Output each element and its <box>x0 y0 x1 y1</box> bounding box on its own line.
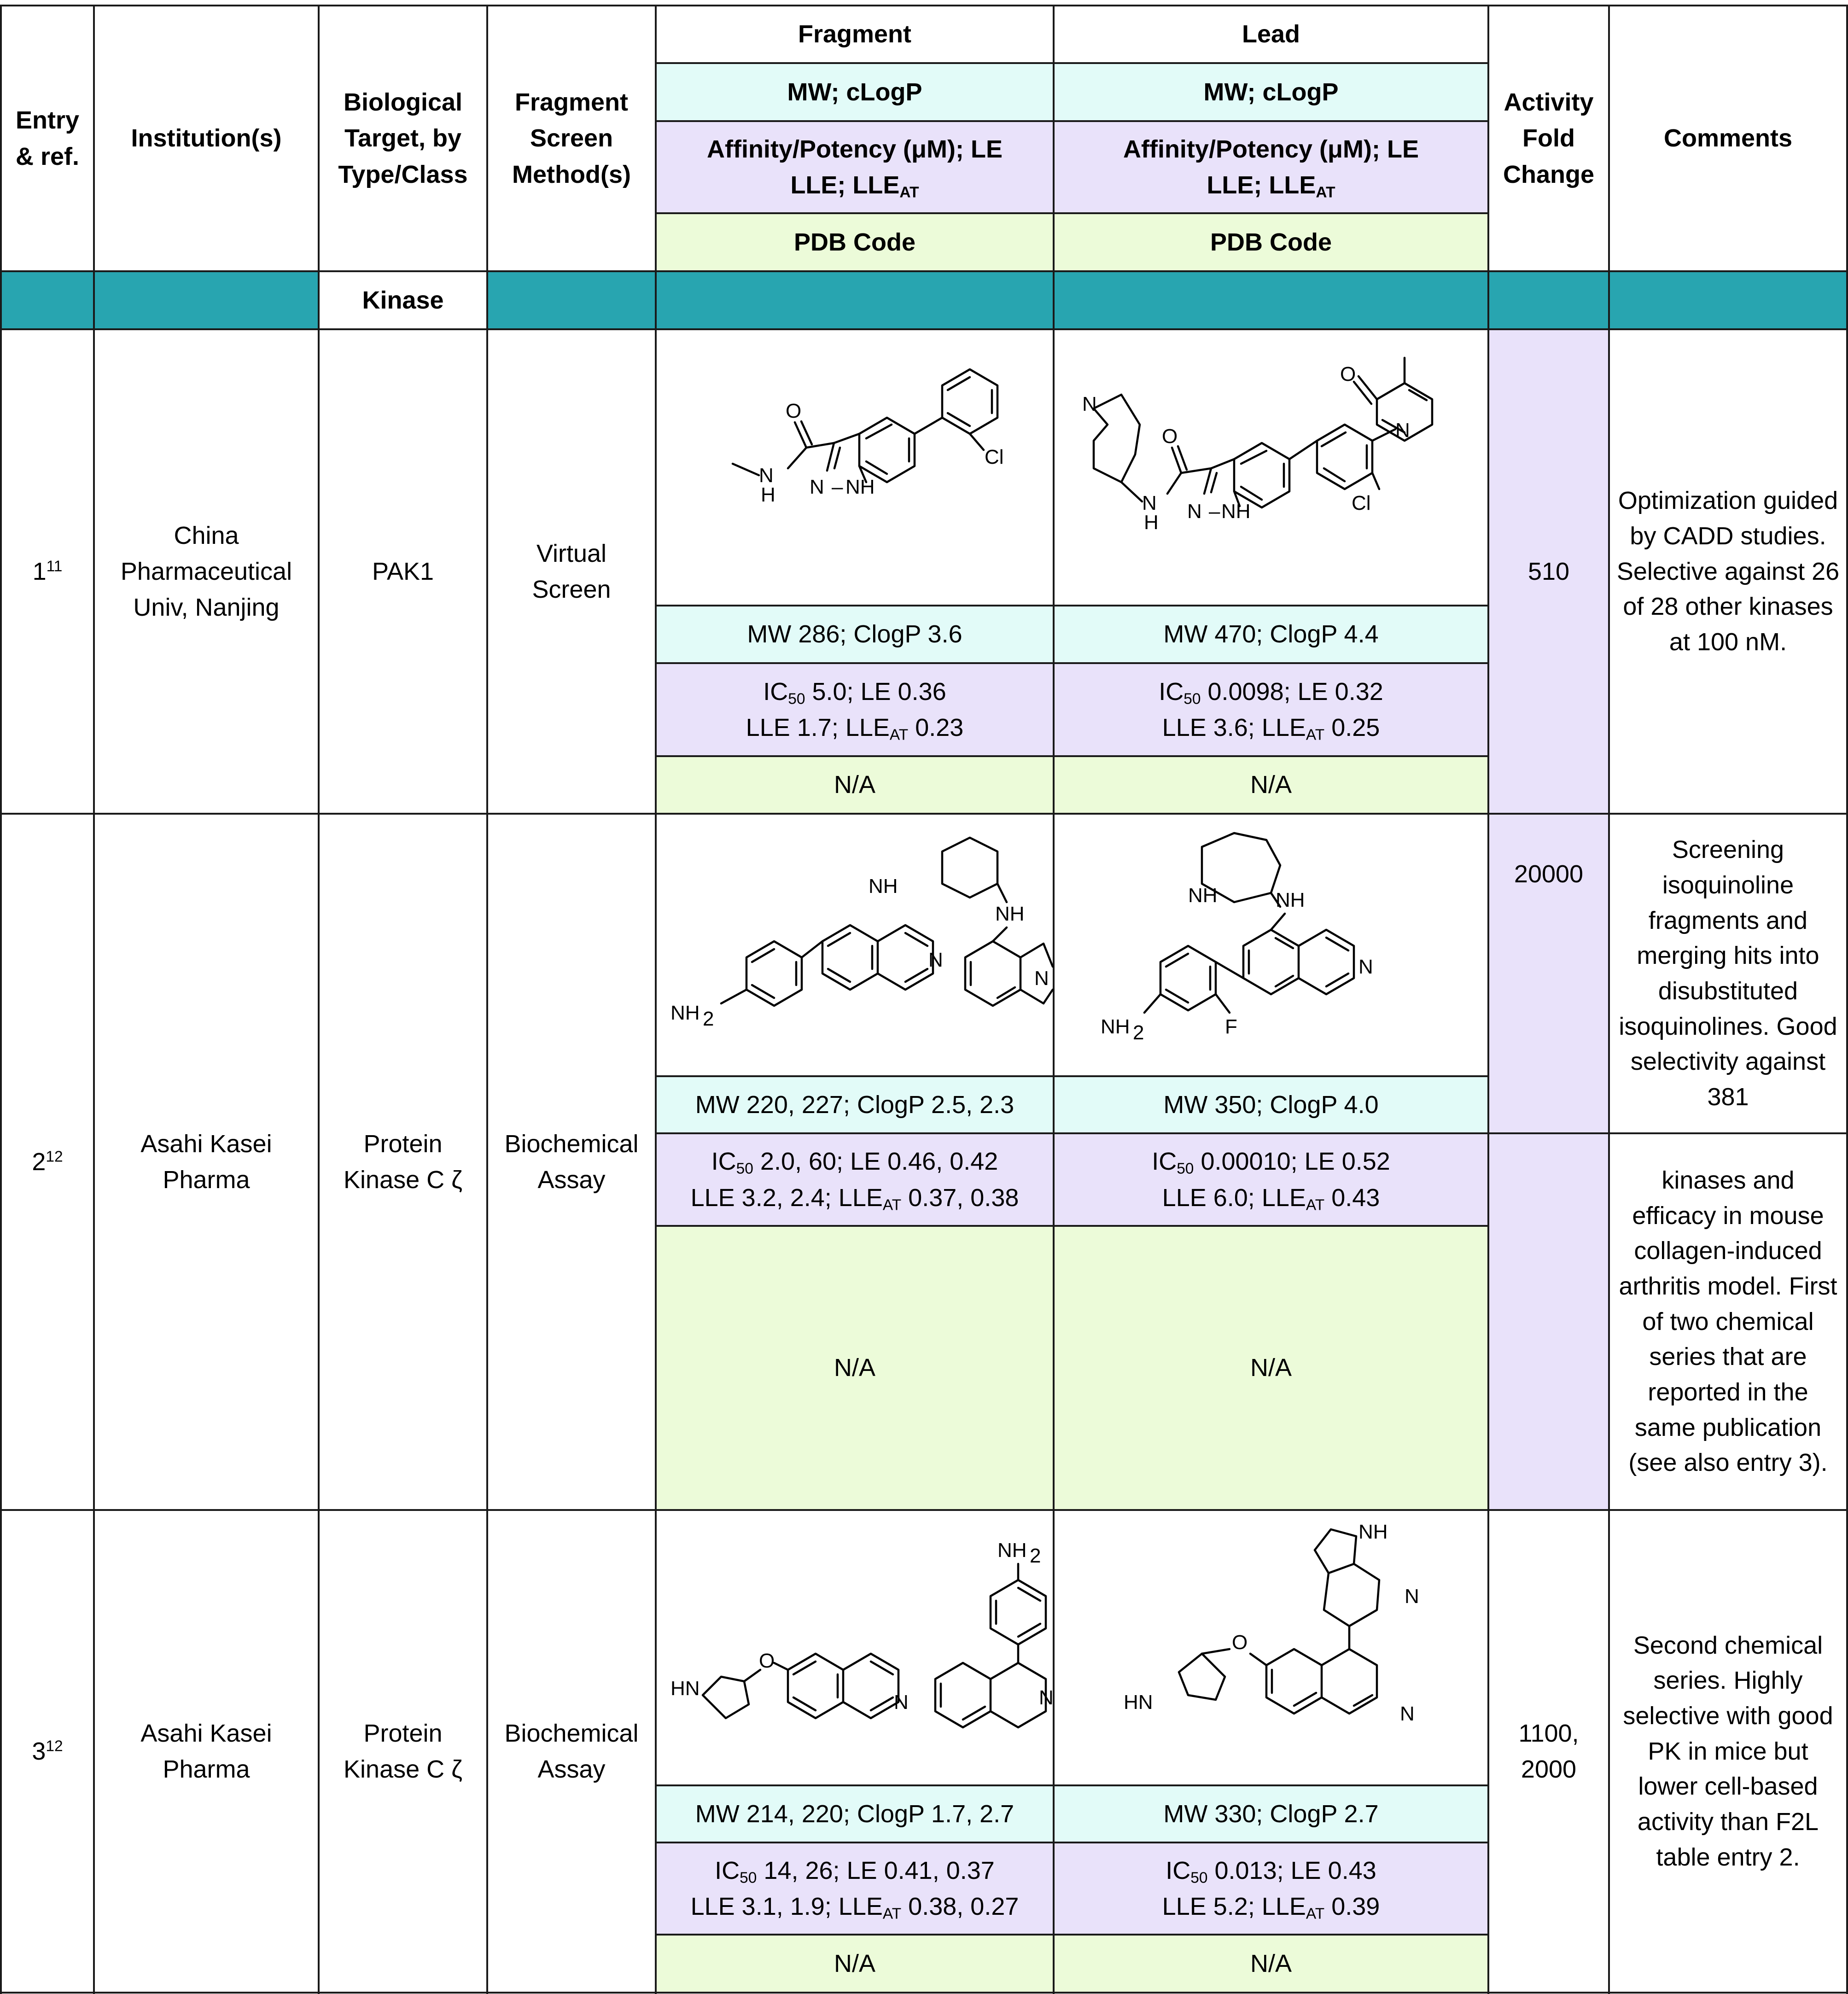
row3-target: Protein Kinase C ζ <box>344 1719 462 1783</box>
row2-comment-bottom: kinases and efficacy in mouse collagen-induced arthritis model. First of two chemical series that are reported in the same publication (see also entry 3). <box>1619 1166 1837 1477</box>
header-lead-mw: MW; cLogP <box>1203 78 1339 106</box>
svg-text:N: N <box>928 949 943 971</box>
row3-institution: Asahi Kasei Pharma <box>140 1719 272 1783</box>
row1-fold: 510 <box>1527 557 1570 585</box>
header-institution: Institution(s) <box>131 124 282 152</box>
svg-text:N: N <box>1142 492 1157 514</box>
header-fragment-mw: MW; cLogP <box>787 78 922 106</box>
svg-text:–: – <box>832 476 843 498</box>
svg-text:H: H <box>761 484 775 506</box>
row2-lead-pdb: N/A <box>1250 1354 1292 1382</box>
row3-fragment-pdb: N/A <box>834 1949 876 1977</box>
svg-text:N: N <box>1395 419 1410 442</box>
row3-lead-mw: MW 330; ClogP 2.7 <box>1163 1800 1379 1828</box>
svg-text:2: 2 <box>703 1008 714 1030</box>
section-band <box>0 271 1848 329</box>
row1-lead-mw: MW 470; ClogP 4.4 <box>1163 620 1379 648</box>
svg-text:NH: NH <box>997 1539 1027 1562</box>
row2-institution: Asahi Kasei Pharma <box>140 1130 272 1194</box>
svg-text:O: O <box>1232 1631 1248 1654</box>
row2-comment-top: Screening isoquinoline fragments and merging hits into disubstituted isoquinolines. Good selectivity against 381 <box>1619 836 1837 1111</box>
svg-text:NH: NH <box>1358 1521 1388 1543</box>
svg-text:N: N <box>1034 967 1049 990</box>
row1-lead-pdb: N/A <box>1250 771 1292 799</box>
svg-text:HN: HN <box>670 1677 700 1700</box>
section-label: Kinase <box>362 286 444 314</box>
svg-text:NH: NH <box>1188 884 1218 907</box>
row3-method: Biochemical Assay <box>504 1719 639 1783</box>
row3-fragment-structure <box>657 1511 1053 1784</box>
header-lead: Lead <box>1242 20 1300 48</box>
row3-lead-pdb: N/A <box>1250 1949 1292 1977</box>
row2-fragment-structure <box>657 815 1053 1075</box>
row3-fragment-mw: MW 214, 220; ClogP 1.7, 2.7 <box>695 1800 1014 1828</box>
row3-comment: Second chemical series. Highly selective with good PK in mice but lower cell-based activity than F2L table entry 2. <box>1623 1631 1833 1871</box>
svg-text:O: O <box>1162 425 1178 448</box>
svg-text:N: N <box>1039 1686 1054 1709</box>
header-fragment-pdb: PDB Code <box>793 228 915 256</box>
svg-text:NH: NH <box>869 875 898 898</box>
row1-institution: China Pharmaceutical Univ, Nanjing <box>120 521 292 622</box>
svg-text:2: 2 <box>1030 1545 1041 1567</box>
svg-text:NH: NH <box>1276 889 1305 911</box>
svg-text:N: N <box>894 1691 909 1714</box>
svg-text:–: – <box>1209 500 1220 523</box>
row2-fragment-mw: MW 220, 227; ClogP 2.5, 2.3 <box>695 1090 1014 1119</box>
row1-method: Virtual Screen <box>532 539 611 603</box>
row3-entry: $3^{12}$ <box>32 1737 63 1765</box>
row2-target: Protein Kinase C ζ <box>344 1130 462 1194</box>
svg-text:Cl: Cl <box>985 446 1004 468</box>
svg-text:N: N <box>1082 393 1097 415</box>
row1-comment: Optimization guided by CADD studies. Selective against 26 of 28 other kinases at 100 nM. <box>1616 487 1840 656</box>
row2-lead-structure <box>1055 815 1487 1075</box>
row1-target: PAK1 <box>372 557 434 585</box>
header-fragment: Fragment <box>798 20 912 48</box>
svg-text:NH: NH <box>670 1002 700 1024</box>
svg-text:N: N <box>759 464 774 487</box>
svg-text:NH: NH <box>1101 1015 1130 1038</box>
svg-text:NH: NH <box>995 903 1025 925</box>
svg-text:O: O <box>786 400 802 422</box>
row2-fragment-affinity: $IC_{50}$ 2.0, 60; LE 0.46, 0.42 LLE 3.2, 2.4; $LLE_{AT}$ 0.37, 0.38 <box>690 1148 1019 1213</box>
svg-text:H: H <box>1144 511 1159 534</box>
row2-lead-mw: MW 350; ClogP 4.0 <box>1163 1090 1379 1119</box>
header-lead-pdb: PDB Code <box>1210 228 1332 256</box>
svg-text:NH: NH <box>845 476 875 498</box>
svg-text:N: N <box>1187 500 1202 523</box>
svg-text:HN: HN <box>1124 1691 1153 1714</box>
row1-fragment-mw: MW 286; ClogP 3.6 <box>747 620 962 648</box>
svg-text:O: O <box>759 1650 775 1672</box>
row1-lead-affinity: $IC_{50}$ 0.0098; LE 0.32 LLE 3.6; $LLE_{AT}$ 0.25 <box>1159 677 1383 744</box>
svg-text:N: N <box>1405 1585 1419 1608</box>
header-method: Fragment Screen Method(s) <box>512 88 631 188</box>
svg-text:F: F <box>1225 1015 1237 1038</box>
svg-text:NH: NH <box>1221 500 1251 523</box>
header-entry: Entry & ref. <box>15 106 80 170</box>
row3-lead-affinity: $IC_{50}$ 0.013; LE 0.43 LLE 5.2; $LLE_{AT}$ 0.39 <box>1162 1856 1380 1923</box>
svg-text:N: N <box>810 476 824 498</box>
svg-text:O: O <box>1340 363 1356 385</box>
row1-entry: $1^{11}$ <box>32 557 63 585</box>
svg-text:N: N <box>1358 956 1373 978</box>
header-comments: Comments <box>1663 124 1793 152</box>
header-lead-affinity: Affinity/Potency (μM); LE LLE; $LLE_{AT}$ <box>1123 135 1419 201</box>
svg-text:Cl: Cl <box>1352 492 1371 514</box>
row2-entry: $2^{12}$ <box>32 1148 63 1176</box>
row3-fold: 1100, 2000 <box>1518 1719 1579 1783</box>
row1-lead-structure <box>1055 330 1487 605</box>
row3-lead-structure <box>1055 1511 1487 1784</box>
header-fragment-affinity: Affinity/Potency (μM); LE LLE; $LLE_{AT}$ <box>706 135 1003 201</box>
row1-fragment-pdb: N/A <box>834 771 876 799</box>
header-fold: Activity Fold Change <box>1503 88 1595 188</box>
row1-fragment-structure <box>657 330 1053 605</box>
svg-text:N: N <box>1400 1702 1415 1725</box>
row2-method: Biochemical Assay <box>504 1130 639 1194</box>
row2-fold: 20000 <box>1514 860 1584 888</box>
row1-fragment-affinity: $IC_{50}$ 5.0; LE 0.36 LLE 1.7; $LLE_{AT}$ 0.23 <box>746 677 964 744</box>
row3-fragment-affinity: $IC_{50}$ 14, 26; LE 0.41, 0.37 LLE 3.1, 1.9; $LLE_{AT}$ 0.38, 0.27 <box>690 1856 1019 1923</box>
svg-text:2: 2 <box>1133 1021 1144 1044</box>
row2-lead-affinity: $IC_{50}$ 0.00010; LE 0.52 LLE 6.0; $LLE_{AT}$ 0.43 <box>1152 1148 1390 1213</box>
header-target: Biological Target, by Type/Class <box>338 88 468 188</box>
row2-fragment-pdb: N/A <box>834 1354 876 1382</box>
